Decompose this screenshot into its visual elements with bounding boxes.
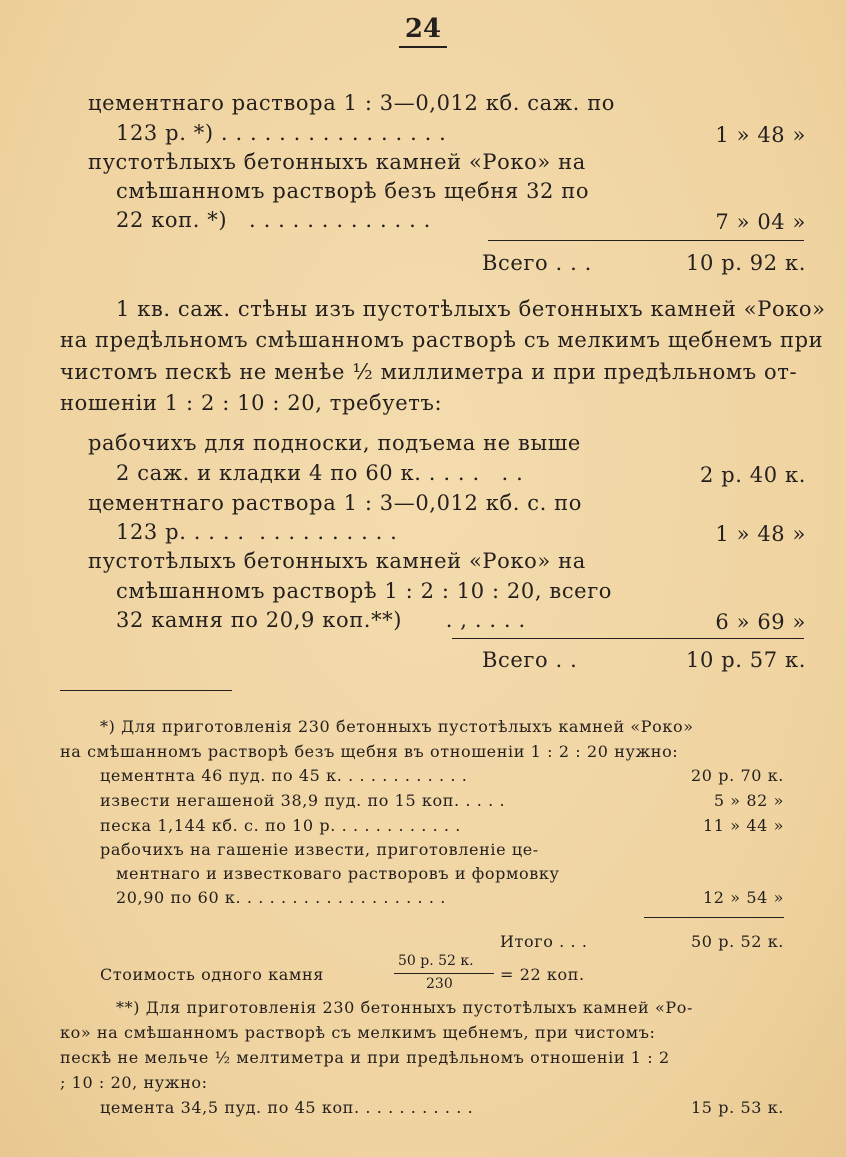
- calc2-line7: 32 камня по 20,9 коп.**) . , . . . .: [116, 608, 526, 632]
- calc1-line5: 22 коп. *) . . . . . . . . . . . . .: [116, 208, 431, 232]
- fn1-value6: 12 » 54 »: [703, 888, 784, 907]
- calc2-value4: 1 » 48 »: [715, 522, 806, 546]
- calc1-total-value: 10 р. 92 к.: [686, 251, 806, 275]
- fn1-row1: цементнта 46 пуд. по 45 к. . . . . . . . . . . .: [100, 766, 468, 785]
- calc1-line1: цементнаго раствора 1 : 3—0,012 кб. саж. по: [88, 91, 616, 115]
- page-number: 24: [0, 14, 846, 44]
- fn1-value3: 11 » 44 »: [703, 816, 784, 835]
- fn1-row3: песка 1,144 кб. с. по 10 р. . . . . . . . . . . .: [100, 816, 461, 835]
- calc2-sum-rule: [452, 638, 804, 639]
- fn1-row4: рабочихъ на гашеніе извести, приготовленіе це-: [100, 840, 539, 859]
- calc2-value7: 6 » 69 »: [715, 610, 806, 634]
- fn1-cost-result: = 22 коп.: [500, 965, 585, 984]
- calc1-line2: 123 р. *) . . . . . . . . . . . . . . . .: [116, 121, 447, 145]
- calc2-line2: 2 саж. и кладки 4 по 60 к. . . . . . .: [116, 461, 524, 485]
- fn1-fraction-bar: [394, 973, 494, 974]
- fn1-line2: на смѣшанномъ растворѣ безъ щебня въ отношеніи 1 : 2 : 20 нужно:: [60, 742, 679, 761]
- calc2-line6: смѣшанномъ растворѣ 1 : 2 : 10 : 20, всего: [116, 579, 613, 603]
- fn1-total-value: 50 р. 52 к.: [691, 932, 784, 951]
- calc2-total-label: Всего . .: [482, 648, 578, 672]
- fn2-row1: цемента 34,5 пуд. по 45 коп. . . . . . . . . . .: [100, 1098, 474, 1117]
- calc1-sum-rule: [488, 240, 804, 241]
- fn2-line2: ко» на смѣшанномъ растворѣ съ мелкимъ щебнемъ, при чистомъ:: [60, 1023, 656, 1042]
- fn1-row2: извести негашеной 38,9 пуд. по 15 коп. . . . .: [100, 791, 506, 810]
- paragraph-line4: ношеніи 1 : 2 : 10 : 20, требуетъ:: [60, 391, 443, 415]
- fn1-row5: ментнаго и известковаго растворовъ и формовку: [116, 864, 560, 883]
- fn1-cost-denominator: 230: [426, 976, 453, 992]
- calc2-line1: рабочихъ для подноски, подъема не выше: [88, 431, 581, 455]
- fn1-value1: 20 р. 70 к.: [691, 766, 784, 785]
- calc2-total-value: 10 р. 57 к.: [686, 648, 806, 672]
- calc1-value5: 7 » 04 »: [715, 210, 806, 234]
- fn2-line4: ; 10 : 20, нужно:: [60, 1073, 208, 1092]
- calc1-value2: 1 » 48 »: [715, 123, 806, 147]
- fn1-total-label: Итого . . .: [500, 932, 588, 951]
- paragraph-line3: чистомъ пескѣ не менѣе ½ миллиметра и при предѣльномъ от-: [60, 360, 798, 384]
- fn1-line1: *) Для приготовленія 230 бетонныхъ пустотѣлыхъ камней «Роко»: [100, 717, 694, 736]
- fn1-cost-label: Стоимость одного камня: [100, 965, 324, 984]
- calc1-total-label: Всего . . .: [482, 251, 592, 275]
- fn1-value2: 5 » 82 »: [713, 791, 784, 810]
- calc1-line3: пустотѣлыхъ бетонныхъ камней «Роко» на: [88, 150, 586, 174]
- fn2-line3: пескѣ не мельче ½ мелтиметра и при предѣльномъ отношеніи 1 : 2: [60, 1048, 670, 1067]
- calc2-line3: цементнаго раствора 1 : 3—0,012 кб. с. по: [88, 491, 583, 515]
- paragraph-line2: на предѣльномъ смѣшанномъ растворѣ съ мелкимъ щебнемъ при: [60, 328, 824, 352]
- fn2-line1: **) Для приготовленія 230 бетонныхъ пустотѣлыхъ камней «Ро-: [116, 998, 693, 1017]
- calc1-line4: смѣшанномъ растворѣ безъ щебня 32 по: [116, 179, 590, 203]
- fn1-sum-rule: [644, 917, 784, 918]
- footnote-separator: [60, 690, 232, 691]
- calc2-value2: 2 р. 40 к.: [699, 463, 806, 487]
- paragraph-line1: 1 кв. саж. стѣны изъ пустотѣлыхъ бетонныхъ камней «Роко»: [116, 297, 826, 321]
- fn1-cost-numerator: 50 р. 52 к.: [398, 953, 474, 969]
- calc2-line5: пустотѣлыхъ бетонныхъ камней «Роко» на: [88, 549, 586, 573]
- fn1-row6: 20,90 по 60 к. . . . . . . . . . . . . . . . . . .: [116, 888, 446, 907]
- fn2-value1: 15 р. 53 к.: [691, 1098, 784, 1117]
- calc2-line4: 123 р. . . . . . . . . . . . . . .: [116, 520, 398, 544]
